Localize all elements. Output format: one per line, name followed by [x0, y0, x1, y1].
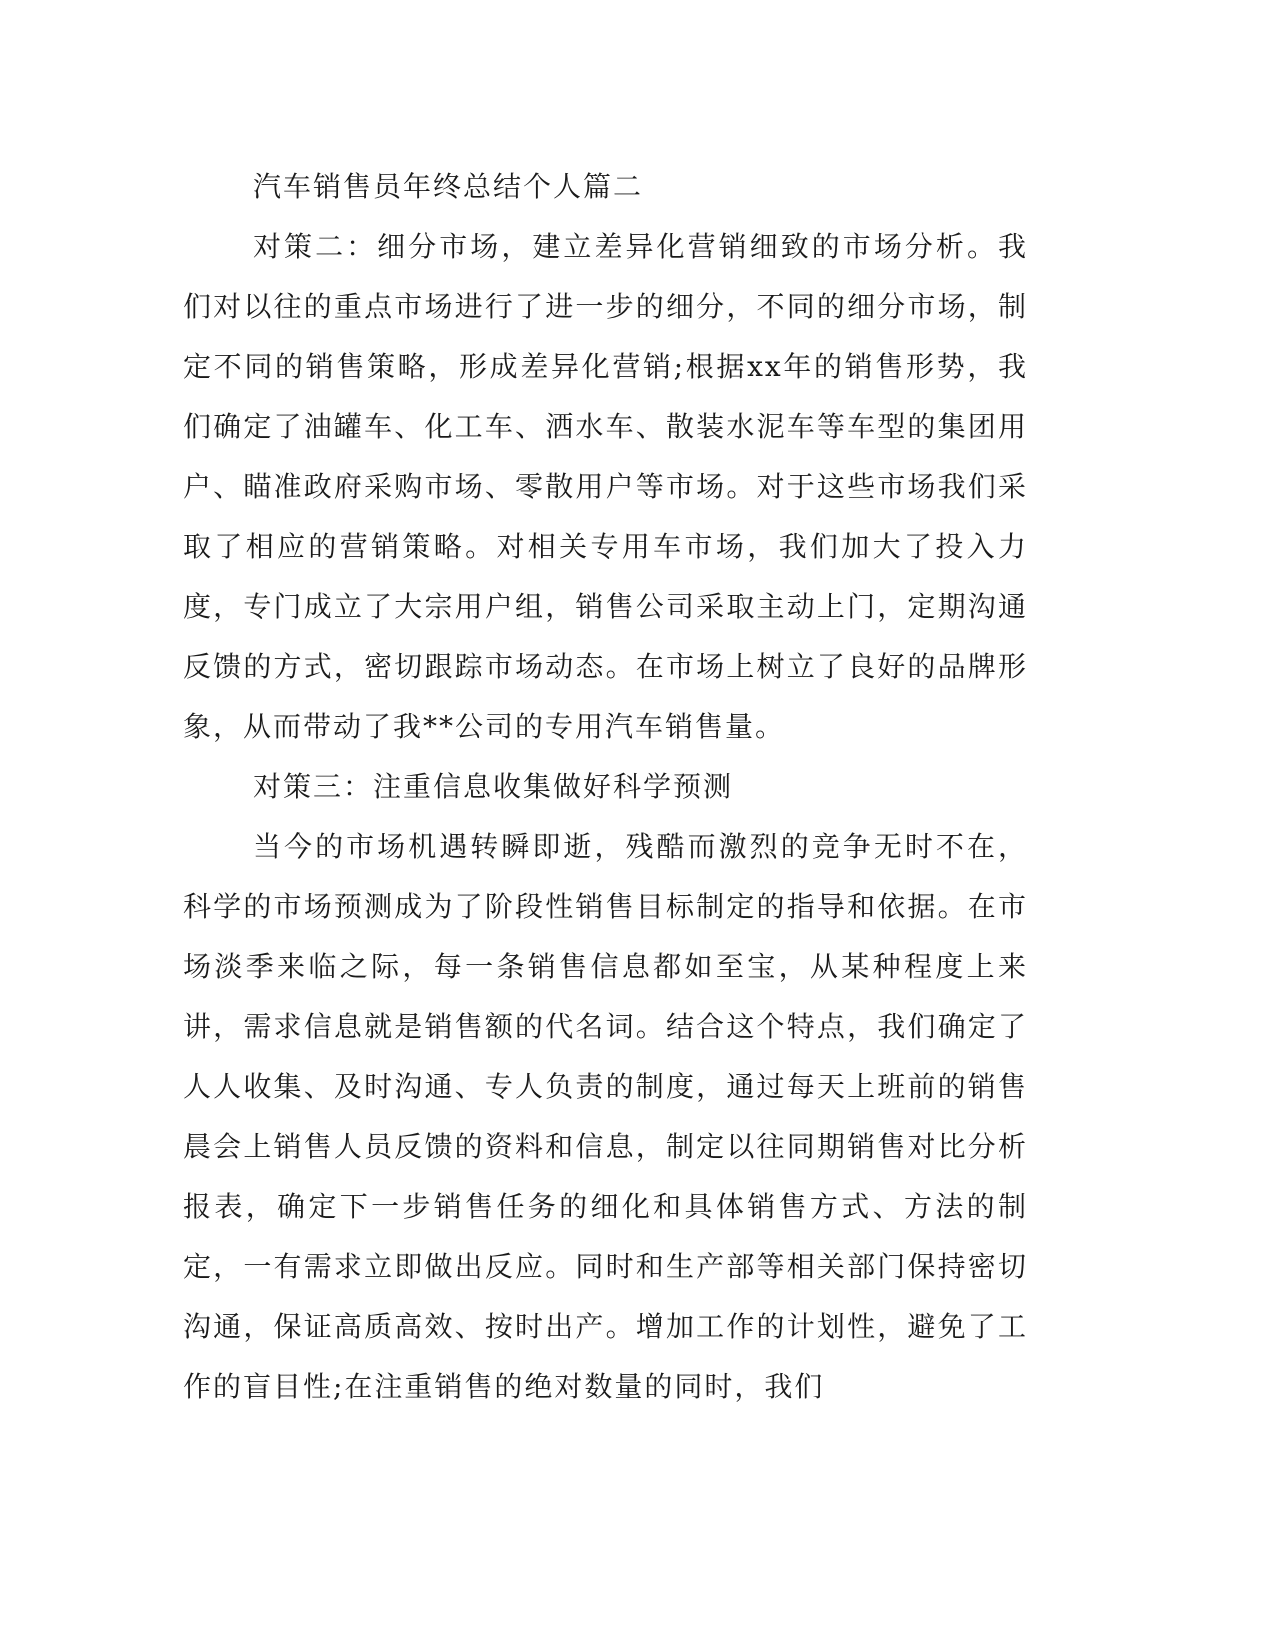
heading-strategy-three: 对策三：注重信息收集做好科学预测 — [253, 770, 734, 803]
paragraph-strategy-three: 当今的市场机遇转瞬即逝，残酷而激烈的竞争无时不在，科学的市场预测成为了阶段性销售目标制定的指导和依据。在市场淡季来临之际，每一条销售信息都如至宝，从某种程度上来讲，需求信息就是销售额的代名词。结合这个特点，我们确定了人人收集、及时沟通、专人负责的制度，通过每天上班前的销售晨会上销售人员反馈的资料和信息，制定以往同期销售对比分析报表，确定下一步销售任务的细化和具体销售方式、方法的制定，一有需求立即做出反应。同时和生产部等相关部门保持密切沟通，保证高质高效、按时出产。增加工作的计划性，避免了工作的盲目性;在注重销售的绝对数量的同时，我们 — [183, 830, 1028, 1403]
document-body — [183, 157, 1028, 1417]
document-title: 汽车销售员年终总结个人篇二 — [253, 170, 644, 203]
paragraph-strategy-two: 对策二：细分市场，建立差异化营销细致的市场分析。我们对以往的重点市场进行了进一步的细分，不同的细分市场，制定不同的销售策略，形成差异化营销;根据xx年的销售形势，我们确定了油罐车、化工车、洒水车、散装水泥车等车型的集团用户、瞄准政府采购市场、零散用户等市场。对于这些市场我们采取了相应的营销策略。对相关专用车市场，我们加大了投入力度，专门成立了大宗用户组，销售公司采取主动上门，定期沟通反馈的方式，密切跟踪市场动态。在市场上树立了良好的品牌形象，从而带动了我**公司的专用汽车销售量。 — [183, 230, 1028, 743]
